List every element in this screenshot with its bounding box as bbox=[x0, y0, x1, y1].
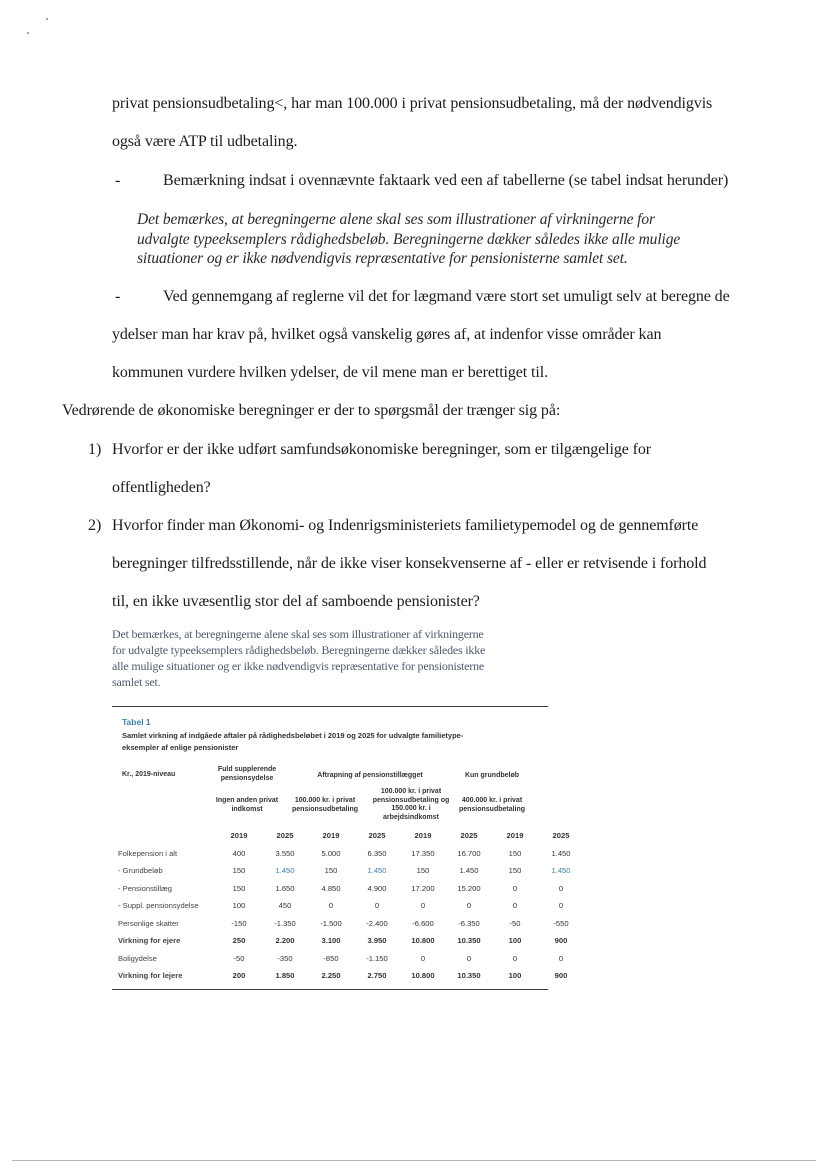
table-cell: 10.800 bbox=[411, 936, 435, 946]
table-row bbox=[118, 950, 584, 968]
year-header-cell: 2025 bbox=[552, 831, 570, 841]
table-cell: 150 bbox=[232, 883, 246, 893]
table-cell: 1.450 bbox=[551, 848, 571, 858]
table-row bbox=[118, 932, 584, 950]
scan-text-line: Det bemærkes, at beregningerne alene skal ses som illustrationer af virkningerne bbox=[112, 627, 484, 641]
bullet-text: kommunen vurdere hvilken ydelser, de vil mene man er berettiget til. bbox=[112, 364, 548, 381]
table-cell: 3.100 bbox=[321, 936, 341, 946]
row-label: Virkning for ejere bbox=[118, 936, 181, 946]
table-cell: 1.450 bbox=[367, 866, 387, 876]
table-cell: 3.950 bbox=[367, 936, 387, 946]
year-header-cell: 2025 bbox=[276, 831, 294, 841]
table-cell: 1.850 bbox=[275, 971, 295, 981]
table-cell: 0 bbox=[558, 901, 564, 911]
column-subheader: 100.000 kr. i privat pensionsudbetaling bbox=[291, 797, 359, 813]
table-cell: 200 bbox=[232, 971, 246, 981]
table-cell: 150 bbox=[508, 848, 522, 858]
quote-line: Det bemærkes, at beregningerne alene skal ses som illustrationer af virkningerne for bbox=[137, 211, 655, 228]
column-subheader: Ingen anden privat indkomst bbox=[215, 797, 279, 813]
table-cell: 3.550 bbox=[275, 848, 295, 858]
row-label: Folkepension i alt bbox=[118, 848, 178, 858]
table-cell: 0 bbox=[328, 901, 334, 911]
column-group-header: Aftrapning af pensionstillægget bbox=[317, 772, 423, 779]
table-cell: 0 bbox=[558, 883, 564, 893]
table-cell: 0 bbox=[512, 953, 518, 963]
table-cell: -50 bbox=[233, 953, 245, 963]
table-cell: 150 bbox=[324, 866, 338, 876]
table-cell: 100 bbox=[232, 901, 246, 911]
row-label: - Pensionstillæg bbox=[118, 883, 173, 893]
table-cell: 900 bbox=[554, 936, 568, 946]
scan-speck bbox=[46, 18, 48, 20]
question-number: 1) bbox=[88, 441, 102, 458]
body-line: privat pensionsudbetaling<, har man 100.000 i privat pensionsudbetaling, må der nødvendigvis bbox=[112, 95, 713, 112]
table-cell: -2.400 bbox=[366, 918, 388, 928]
table-cell: 0 bbox=[466, 953, 472, 963]
year-header-row bbox=[118, 827, 584, 845]
table-cell: 17.200 bbox=[411, 883, 435, 893]
question-text: offentligheden? bbox=[112, 479, 211, 496]
intro-line: Vedrørende de økonomiske beregninger er der to spørgsmål der trænger sig på: bbox=[62, 402, 561, 419]
table-cell: 2.200 bbox=[275, 936, 295, 946]
table-cell: 1.650 bbox=[275, 883, 295, 893]
table-row bbox=[118, 915, 584, 933]
table-cell: 15.200 bbox=[457, 883, 481, 893]
table-cell: 0 bbox=[512, 901, 518, 911]
bullet-text: Ved gennemgang af reglerne vil det for lægmand være stort set umuligt selv at beregne de bbox=[163, 288, 730, 305]
bullet-text: ydelser man har krav på, hvilket også vanskelig gøres af, at indenfor visse områder kan bbox=[112, 326, 662, 343]
table-row bbox=[118, 967, 584, 985]
table-cell: 100 bbox=[508, 936, 522, 946]
table-cell: 900 bbox=[554, 971, 568, 981]
question-text: til, en ikke uvæsentlig stor del af samboende pensionister? bbox=[112, 593, 480, 610]
row-label: Virkning for lejere bbox=[118, 971, 183, 981]
year-header-cell: 2019 bbox=[414, 831, 432, 841]
scan-text-line: for udvalgte typeeksemplers rådighedsbeløb. Beregningerne dækker således ikke bbox=[112, 643, 486, 657]
table-top-rule bbox=[112, 706, 548, 707]
column-subheader: 400.000 kr. i privat pensionsudbetaling bbox=[458, 797, 526, 813]
question-text: Hvorfor er der ikke udført samfundsøkonomiske beregninger, som er tilgængelige for bbox=[112, 441, 652, 458]
quote-line: udvalgte typeeksemplers rådighedsbeløb. Beregningerne dækker således ikke alle mulige bbox=[137, 231, 681, 248]
table-cell: 0 bbox=[374, 901, 380, 911]
bullet-text: Bemærkning indsat i ovennævnte faktaark ved een af tabellerne (se tabel indsat herunder) bbox=[163, 172, 729, 189]
table-cell: -50 bbox=[509, 918, 521, 928]
year-header-cell: 2019 bbox=[506, 831, 524, 841]
column-group-header: Kun grundbeløb bbox=[464, 772, 520, 779]
table-row bbox=[118, 845, 584, 863]
table-row bbox=[118, 880, 584, 898]
results-table bbox=[118, 827, 584, 985]
year-header-cell: 2025 bbox=[368, 831, 386, 841]
table-cell: 10.800 bbox=[411, 971, 435, 981]
table-cell: 10.350 bbox=[457, 971, 481, 981]
table-cell: 0 bbox=[466, 901, 472, 911]
scan-speck bbox=[27, 32, 29, 34]
column-group-header: Fuld supplerende pensionsydelse bbox=[217, 766, 277, 782]
table-subtitle: eksempler af enlige pensionister bbox=[122, 743, 239, 752]
year-header-cell: 2019 bbox=[230, 831, 248, 841]
table-cell: 0 bbox=[420, 901, 426, 911]
question-number: 2) bbox=[88, 517, 102, 534]
question-text: Hvorfor finder man Økonomi- og Indenrigsministeriets familietypemodel og de gennemførte bbox=[112, 517, 699, 534]
table-cell: 10.350 bbox=[457, 936, 481, 946]
quote-line: situationer og er ikke nødvendigvis repræsentative for pensionisterne samlet set. bbox=[137, 250, 628, 267]
table-cell: 2.750 bbox=[367, 971, 387, 981]
table-row bbox=[118, 897, 584, 915]
row-label: Boligydelse bbox=[118, 953, 157, 963]
table-cell: 4.900 bbox=[367, 883, 387, 893]
table-cell: 17.350 bbox=[411, 848, 435, 858]
table-cell: 1.450 bbox=[275, 866, 295, 876]
table-cell: -850 bbox=[323, 953, 339, 963]
table-cell: 1.450 bbox=[551, 866, 571, 876]
scan-text-line: alle mulige situationer og er ikke nødvendigvis repræsentative for pensionisterne bbox=[112, 659, 485, 673]
table-cell: 250 bbox=[232, 936, 246, 946]
table-cell: 0 bbox=[512, 883, 518, 893]
bullet-dash: - bbox=[115, 172, 121, 189]
table-cell: 0 bbox=[558, 953, 564, 963]
table-cell: 4.850 bbox=[321, 883, 341, 893]
table-cell: -6.600 bbox=[412, 918, 434, 928]
question-text: beregninger tilfredsstillende, når de ikke viser konsekvenserne af - eller er retvisende i forhold bbox=[112, 555, 707, 572]
table-subtitle: Samlet virkning af indgåede aftaler på rådighedsbeløbet i 2019 og 2025 for udvalgte familietype- bbox=[122, 731, 464, 740]
table-cell: 150 bbox=[416, 866, 430, 876]
table-cell: 400 bbox=[232, 848, 246, 858]
table-cell: 150 bbox=[232, 866, 246, 876]
table-row bbox=[118, 862, 584, 880]
column-subheader: 100.000 kr. i privat pensionsudbetaling og 150.000 kr. i arbejdsindkomst bbox=[372, 788, 450, 821]
table-cell: 150 bbox=[508, 866, 522, 876]
table-cell: 2.250 bbox=[321, 971, 341, 981]
year-header-blank bbox=[118, 827, 216, 845]
table-cell: 1.450 bbox=[459, 866, 479, 876]
table-bottom-rule bbox=[112, 989, 548, 990]
scan-text-line: samlet set. bbox=[112, 675, 161, 689]
table-cell: 100 bbox=[508, 971, 522, 981]
table-cell: -1.350 bbox=[274, 918, 296, 928]
table-title: Tabel 1 bbox=[122, 717, 151, 727]
row-label: - Suppl. pensionsydelse bbox=[118, 901, 199, 911]
year-header-cell: 2025 bbox=[460, 831, 478, 841]
table-cell: 450 bbox=[278, 901, 292, 911]
table-corner-label: Kr., 2019-niveau bbox=[122, 771, 176, 778]
row-label: - Grundbeløb bbox=[118, 866, 163, 876]
table-cell: 16.700 bbox=[457, 848, 481, 858]
table-cell: 0 bbox=[420, 953, 426, 963]
table-cell: -150 bbox=[231, 918, 247, 928]
bullet-dash: - bbox=[115, 288, 121, 305]
table-cell: 6.350 bbox=[367, 848, 387, 858]
row-label: Personlige skatter bbox=[118, 918, 179, 928]
table-cell: 5.000 bbox=[321, 848, 341, 858]
table-cell: -6.350 bbox=[458, 918, 480, 928]
table-cell: -1.150 bbox=[366, 953, 388, 963]
body-line: også være ATP til udbetaling. bbox=[112, 133, 298, 150]
table-cell: -550 bbox=[553, 918, 569, 928]
table-cell: -1.500 bbox=[320, 918, 342, 928]
page-bottom-rule bbox=[12, 1160, 816, 1161]
table-cell: -350 bbox=[277, 953, 293, 963]
year-header-cell: 2019 bbox=[322, 831, 340, 841]
